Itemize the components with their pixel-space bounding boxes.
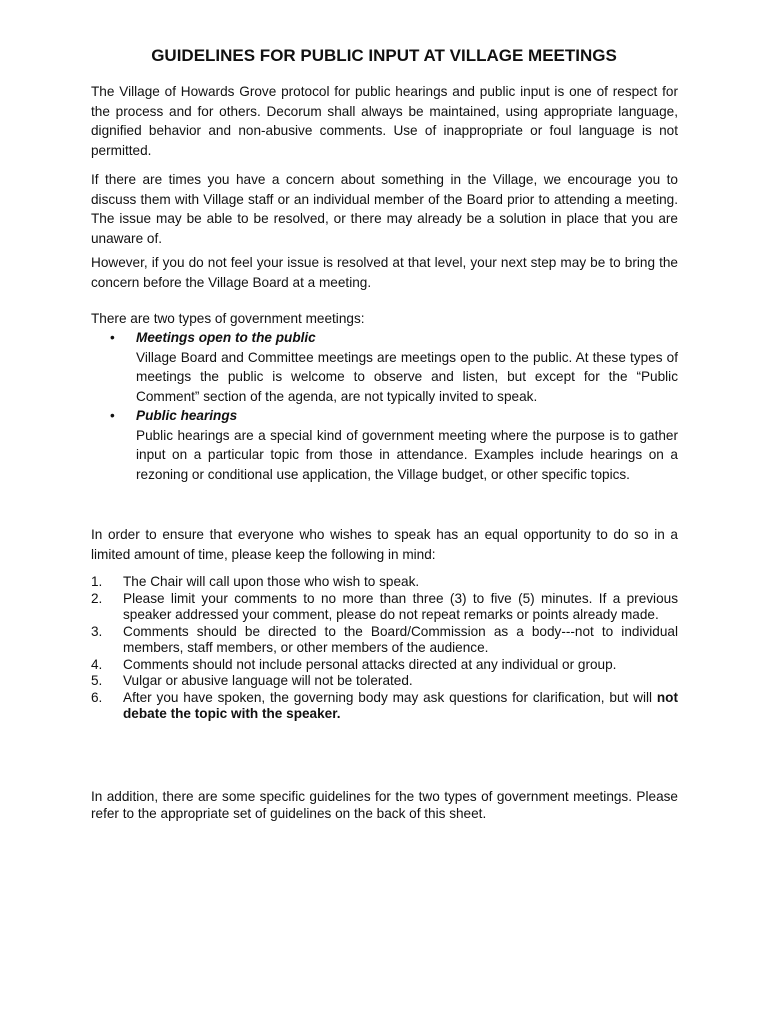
speaking-rules-list bbox=[91, 574, 678, 723]
rule-text: Please limit your comments to no more than three (3) to five (5) minutes. If a previous speaker addressed your comment, please do not repeat remarks or points already made. bbox=[123, 590, 678, 622]
meeting-type-description: Public hearings are a special kind of government meeting where the purpose is to gather input on a particular topic from those in attendance. Examples include hearings on a rezoning or conditional use application, the Village budget, or other specific topics. bbox=[136, 427, 678, 482]
paragraph-speaking-intro: In order to ensure that everyone who wishes to speak has an equal opportunity to do so in a limited amount of time, please keep the following in mind: bbox=[91, 527, 678, 562]
meeting-type-description: Village Board and Committee meetings are meetings open to the public. At these types of meetings the public is welcome to observe and listen, but except for the “Public Comment” section of the agenda, are not typically invited to speak. bbox=[136, 349, 678, 404]
rule-text: Comments should be directed to the Board/Commission as a body---not to individual members, staff members, or other members of the audience. bbox=[123, 623, 678, 655]
list-item bbox=[91, 624, 678, 657]
bullet-icon: • bbox=[110, 408, 115, 423]
paragraph-meeting-types-intro: There are two types of government meetings: bbox=[91, 311, 365, 326]
list-item bbox=[91, 690, 678, 723]
rule-number: 3. bbox=[91, 623, 103, 639]
rule-text: The Chair will call upon those who wish to speak. bbox=[123, 574, 420, 589]
rule-number: 2. bbox=[91, 590, 103, 606]
list-item bbox=[91, 591, 678, 624]
meeting-type-heading: Meetings open to the public bbox=[136, 330, 316, 345]
list-item bbox=[91, 673, 678, 690]
paragraph-additional-guidelines: In addition, there are some specific guidelines for the two types of government meetings. Please refer to the appropriate set of guidelines on the back of this sheet. bbox=[91, 789, 678, 821]
rule-number: 4. bbox=[91, 656, 103, 672]
meeting-types-list bbox=[91, 328, 678, 484]
rule-text: Comments should not include personal attacks directed at any individual or group. bbox=[123, 656, 617, 672]
meeting-type-heading: Public hearings bbox=[136, 408, 238, 423]
bullet-icon: • bbox=[110, 330, 115, 345]
rule-number: 1. bbox=[91, 574, 103, 589]
list-item bbox=[91, 406, 678, 484]
list-item bbox=[91, 574, 678, 591]
rule-emphasis: not debate the topic with the speaker. bbox=[123, 689, 678, 721]
rule-number: 5. bbox=[91, 673, 103, 688]
paragraph-next-step: However, if you do not feel your issue is resolved at that level, your next step may be to bring the concern before the Village Board at a meeting. bbox=[91, 255, 678, 290]
page-title: GUIDELINES FOR PUBLIC INPUT AT VILLAGE MEETINGS bbox=[151, 46, 617, 65]
rule-text: After you have spoken, the governing body may ask questions for clarification, but will bbox=[123, 689, 657, 705]
list-item bbox=[91, 657, 678, 674]
paragraph-concern: If there are times you have a concern about something in the Village, we encourage you to discuss them with Village staff or an individual member of the Board prior to attending a meeting. The issue may be able to be resolved, or there may already be a solution in place that you are unaware of. bbox=[91, 172, 678, 246]
rule-number: 6. bbox=[91, 689, 103, 705]
paragraph-protocol: The Village of Howards Grove protocol for public hearings and public input is one of respect for the process and for others. Decorum shall always be maintained, using appropriate language, dignified behavior and non-abusive comments. Use of inappropriate or foul language is not permitted. bbox=[91, 84, 678, 158]
rule-text: Vulgar or abusive language will not be tolerated. bbox=[123, 673, 413, 688]
list-item bbox=[91, 328, 678, 406]
